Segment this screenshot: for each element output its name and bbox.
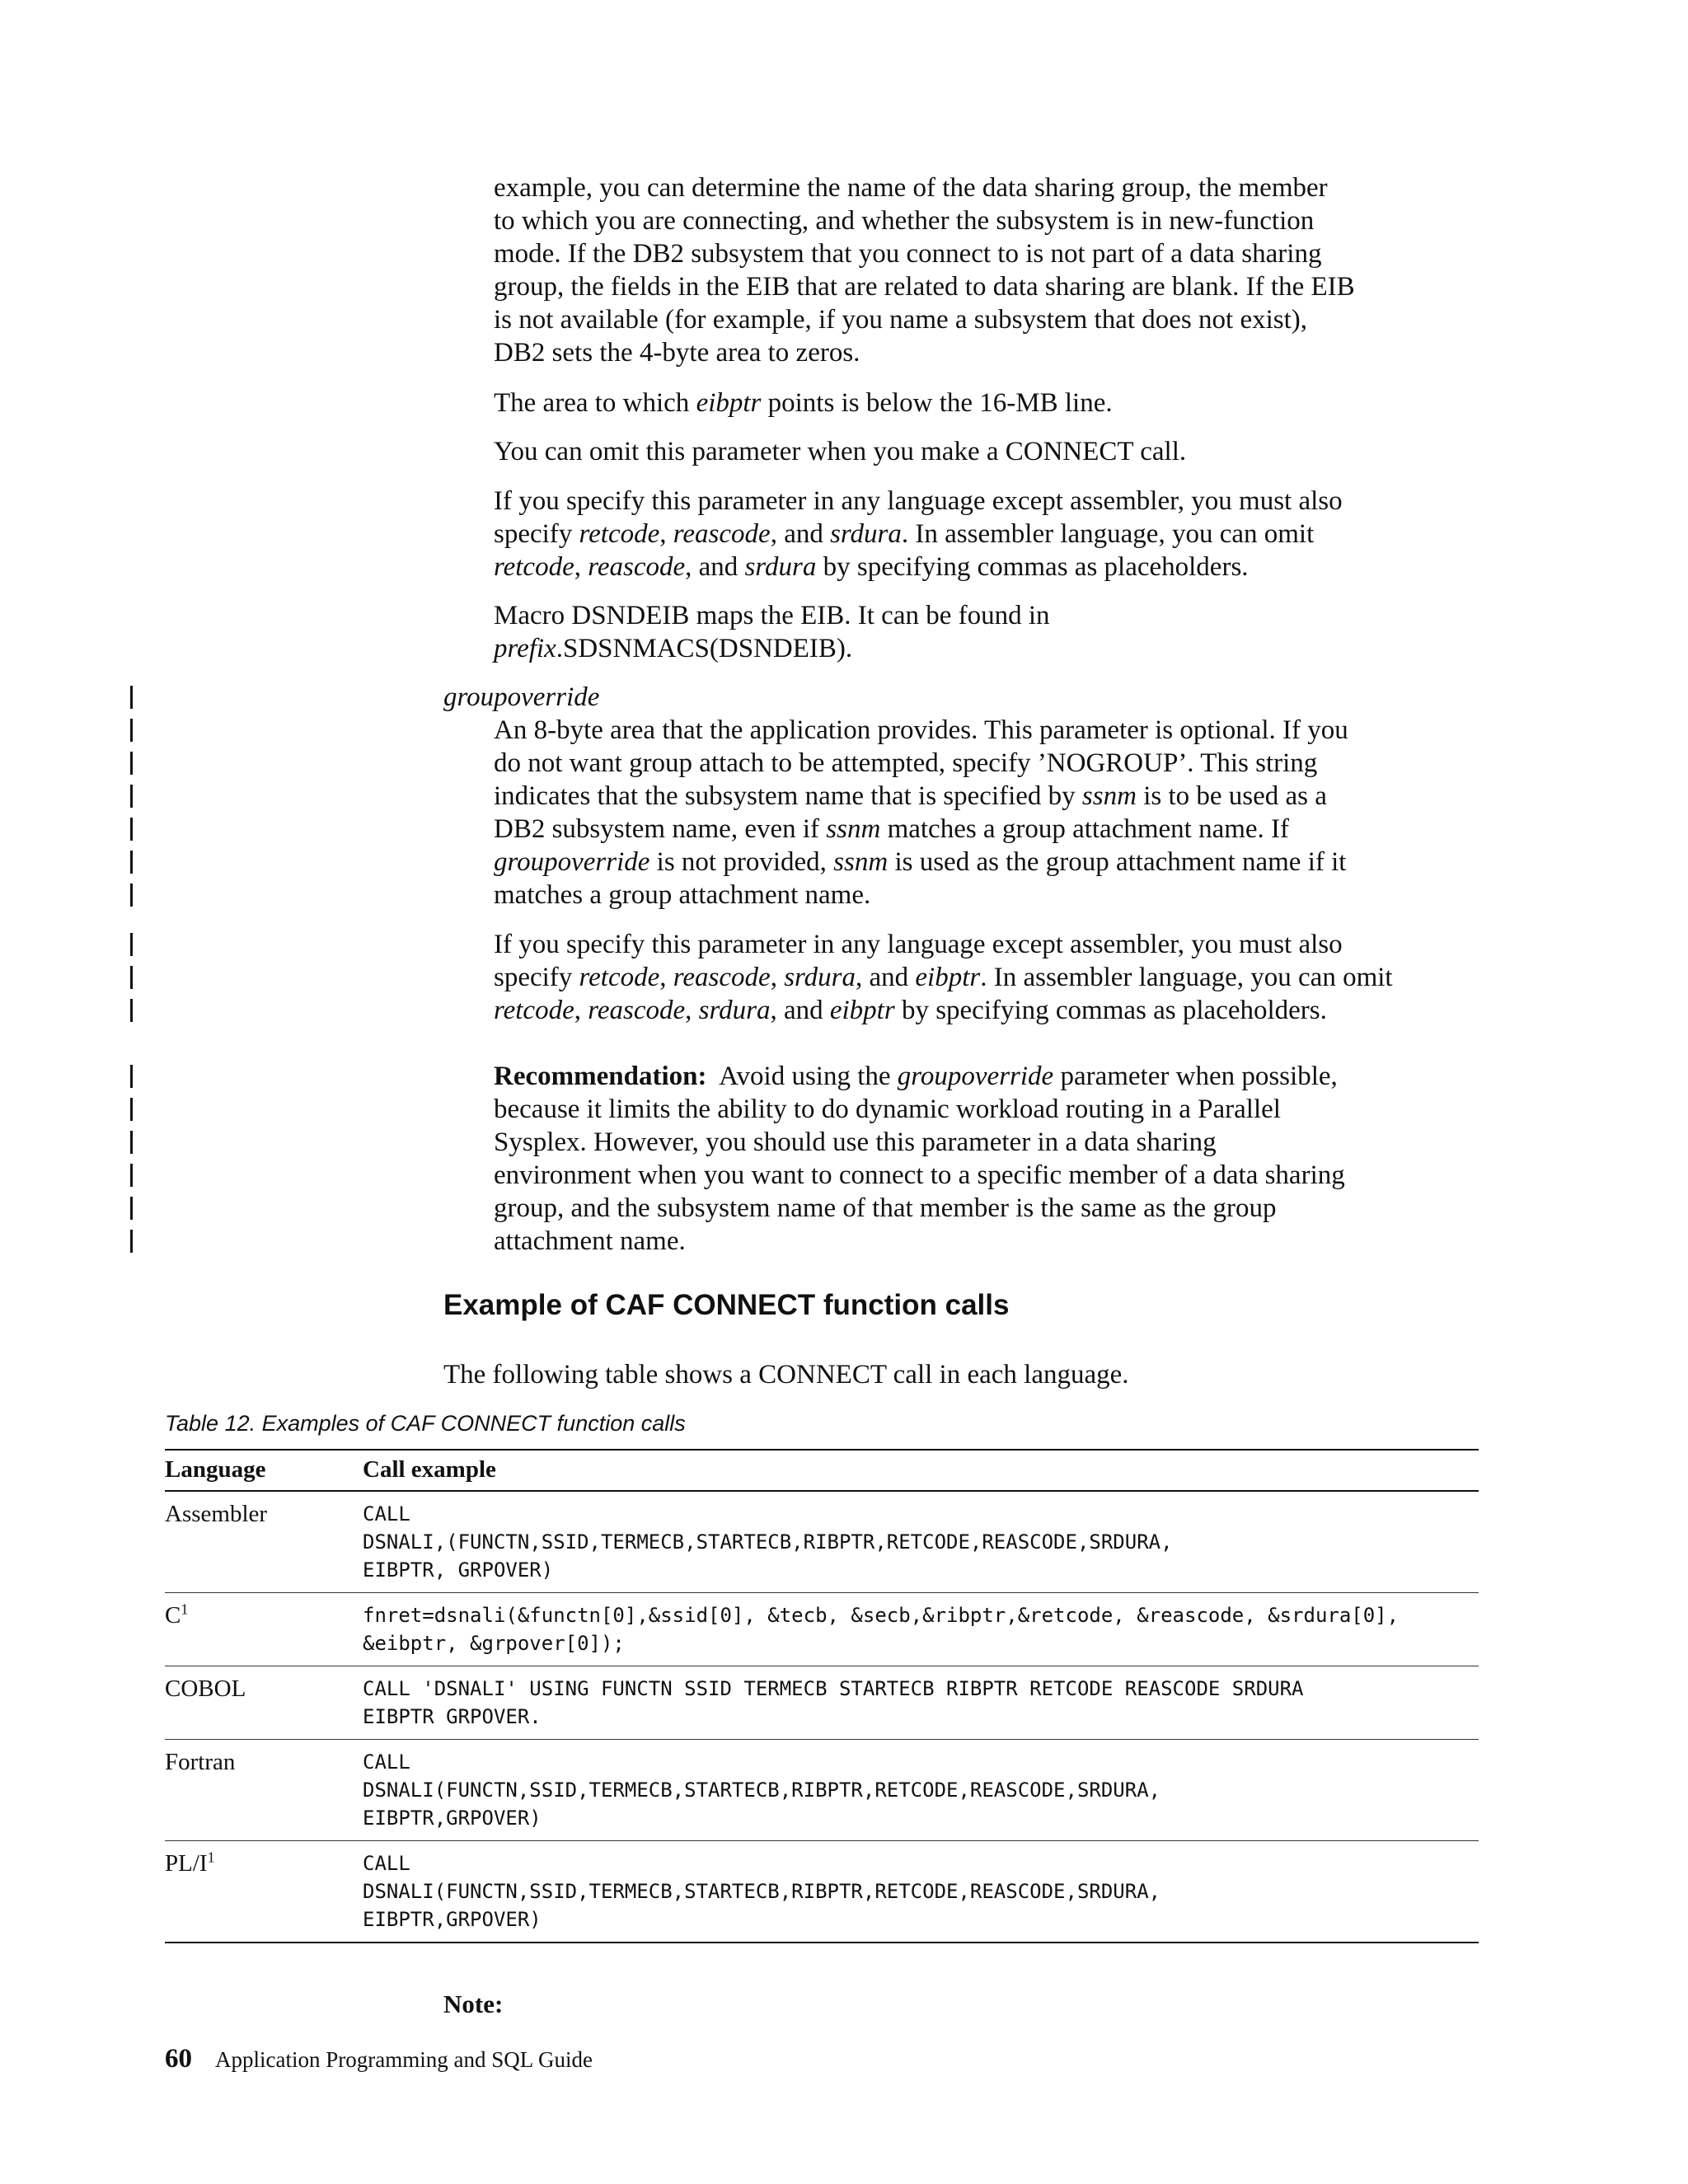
change-bar (130, 966, 133, 989)
language-name: COBOL (165, 1675, 246, 1702)
call-example-cell: CALL DSNALI(FUNCTN,SSID,TERMECB,STARTECB,RIBPTR,RETCODE,REASCODE,SRDURA, EIBPTR,GRPOVER) (363, 1740, 1479, 1841)
language-cell (165, 1841, 363, 1943)
table-row (165, 1740, 1479, 1841)
change-bar (130, 752, 133, 775)
table-caption: Table 12. Examples of CAF CONNECT function calls (165, 1411, 686, 1436)
text-run: points is below the 16-MB line. (761, 388, 1113, 418)
text-run: , (659, 519, 673, 549)
footnote-marker: 1 (181, 1601, 189, 1618)
table-row (165, 1841, 1479, 1943)
change-bar (130, 1131, 133, 1154)
text-run: is not provided, (649, 847, 834, 877)
text-run: , (685, 996, 699, 1025)
text-line: example, you can determine the name of the data sharing group, the member (494, 173, 1328, 203)
change-bar (130, 1230, 133, 1253)
paragraph-recommendation (494, 1060, 1499, 1258)
text-run: is to be used as a (1136, 781, 1327, 811)
text-line: group, the fields in the EIB that are related to data sharing are blank. If the EIB (494, 272, 1355, 302)
language-name: Fortran (165, 1749, 236, 1775)
italic-term: retcode (494, 552, 574, 582)
italic-term: eibptr (829, 996, 895, 1025)
paragraph-eibptr-area (494, 387, 1499, 419)
language-cell (165, 1740, 363, 1841)
text-run: . In assembler language, you can omit (980, 963, 1393, 992)
table-row (165, 1491, 1479, 1593)
italic-term: eibptr (915, 963, 981, 992)
paragraph-groupoverride-description (494, 714, 1499, 912)
italic-term: srdura (744, 552, 817, 582)
text-run: specify (494, 963, 579, 992)
text-line (494, 518, 1499, 551)
paragraph-omit-parameter: You can omit this parameter when you make a CONNECT call. (494, 437, 1187, 466)
paragraph-specify-retcode (494, 485, 1499, 583)
italic-term: reascode (588, 552, 686, 582)
language-cell (165, 1666, 363, 1740)
text-run: . In assembler language, you can omit (901, 519, 1315, 549)
italic-term: reascode (673, 519, 771, 549)
text-line: environment when you want to connect to a specific member of a data sharing (494, 1160, 1345, 1190)
term-groupoverride: groupoverride (443, 682, 600, 712)
text-line: Macro DSNDEIB maps the EIB. It can be found in (494, 601, 1050, 630)
paragraph-macro-dsndeib (494, 599, 1499, 665)
italic-term: ssnm (1081, 781, 1137, 811)
text-run: , (770, 963, 785, 992)
text-line: If you specify this parameter in any language except assembler, you must also (494, 486, 1343, 516)
text-line: attachment name. (494, 1226, 686, 1256)
page-footer (165, 2044, 593, 2074)
change-bar (130, 785, 133, 808)
text-run: , (574, 996, 588, 1025)
italic-term: ssnm (826, 814, 881, 844)
change-bar (130, 818, 133, 841)
text-line: to which you are connecting, and whether the subsystem is in new-function (494, 206, 1315, 236)
italic-term: retcode (579, 963, 660, 992)
table-header-row (165, 1450, 1479, 1491)
table-intro: The following table shows a CONNECT call in each language. (443, 1360, 1129, 1390)
text-line: If you specify this parameter in any language except assembler, you must also (494, 930, 1343, 959)
language-cell (165, 1491, 363, 1593)
change-bar (130, 719, 133, 742)
text-run: , and (685, 552, 745, 582)
italic-term: reascode (673, 963, 771, 992)
change-bar (130, 1065, 133, 1088)
text-run: by specifying commas as placeholders. (816, 552, 1249, 582)
italic-term: reascode (588, 996, 686, 1025)
recommendation-label: Recommendation: (494, 1062, 707, 1091)
call-example-cell: CALL DSNALI,(FUNCTN,SSID,TERMECB,STARTECB,RIBPTR,RETCODE,REASCODE,SRDURA, EIBPTR, GRPOVER) (363, 1491, 1479, 1593)
text-run: , and (770, 519, 831, 549)
change-bar (130, 1197, 133, 1220)
column-header-call-example: Call example (363, 1450, 1479, 1491)
text-run: is used as the group attachment name if it (888, 847, 1347, 877)
text-line (494, 780, 1499, 813)
text-run: , (659, 963, 673, 992)
text-run: , and (856, 963, 916, 992)
text-run: , (574, 552, 588, 582)
change-bar (130, 999, 133, 1022)
text-line: matches a group attachment name. (494, 880, 871, 910)
table-row (165, 1593, 1479, 1666)
change-bar (130, 883, 133, 907)
table-row (165, 1666, 1479, 1740)
section-heading: Example of CAF CONNECT function calls (443, 1289, 1010, 1321)
italic-term: srdura (830, 519, 902, 549)
text-line: do not want group attach to be attempted, specify ’NOGROUP’. This string (494, 748, 1318, 778)
text-run: parameter when possible, (1053, 1062, 1338, 1091)
change-bar (130, 686, 133, 709)
text-run: .SDSNMACS(DSNDEIB). (556, 634, 853, 663)
text-line (494, 846, 1499, 879)
text-line (494, 1060, 1499, 1093)
caf-connect-table (165, 1449, 1479, 1943)
column-header-language: Language (165, 1450, 363, 1491)
text-run: by specifying commas as placeholders. (894, 996, 1327, 1025)
text-line (494, 813, 1499, 846)
italic-term: prefix (494, 634, 556, 663)
note-label: Note: (443, 1990, 504, 2018)
text-line (494, 994, 1499, 1027)
italic-term: groupoverride (897, 1062, 1054, 1091)
text-run: The area to which (494, 388, 696, 418)
footnote-marker: 1 (207, 1849, 215, 1866)
paragraph-groupoverride-specify (494, 928, 1499, 1027)
italic-term: srdura (784, 963, 856, 992)
text-run: matches a group attachment name. If (880, 814, 1290, 844)
text-run: DB2 subsystem name, even if (494, 814, 827, 844)
text-line: because it limits the ability to do dynamic workload routing in a Parallel (494, 1094, 1281, 1124)
text-line: is not available (for example, if you name a subsystem that does not exist), (494, 305, 1308, 335)
italic-term: retcode (579, 519, 660, 549)
change-bar (130, 1098, 133, 1121)
language-name: PL/I (165, 1850, 208, 1877)
italic-term: srdura (698, 996, 771, 1025)
paragraph-eib-description (494, 171, 1499, 369)
italic-term: eibptr (696, 388, 762, 418)
text-line (494, 632, 1499, 665)
text-run: specify (494, 519, 579, 549)
change-bar (130, 1164, 133, 1187)
text-line: group, and the subsystem name of that member is the same as the group (494, 1193, 1277, 1223)
text-line: DB2 sets the 4-byte area to zeros. (494, 338, 860, 368)
text-line (494, 961, 1499, 994)
change-bar (130, 851, 133, 874)
language-cell (165, 1593, 363, 1666)
change-bar (130, 933, 133, 956)
language-name: C (165, 1602, 181, 1629)
text-run: Avoid using the (706, 1062, 898, 1091)
text-run: indicates that the subsystem name that is specified by (494, 781, 1082, 811)
call-example-cell: fnret=dsnali(&functn[0],&ssid[0], &tecb, &secb,&ribptr,&retcode, &reascode, &srdura[0], &eibptr, &grpover[0]); (363, 1593, 1479, 1666)
text-line: mode. If the DB2 subsystem that you connect to is not part of a data sharing (494, 239, 1322, 269)
book-title: Application Programming and SQL Guide (215, 2047, 593, 2072)
text-line: An 8-byte area that the application provides. This parameter is optional. If you (494, 715, 1348, 745)
italic-term: ssnm (833, 847, 889, 877)
call-example-cell: CALL DSNALI(FUNCTN,SSID,TERMECB,STARTECB,RIBPTR,RETCODE,REASCODE,SRDURA, EIBPTR,GRPOVER) (363, 1841, 1479, 1943)
call-example-cell: CALL 'DSNALI' USING FUNCTN SSID TERMECB STARTECB RIBPTR RETCODE REASCODE SRDURA EIBPTR GRPOVER. (363, 1666, 1479, 1740)
language-name: Assembler (165, 1501, 268, 1527)
italic-term: retcode (494, 996, 574, 1025)
text-line (494, 551, 1499, 583)
text-line: Sysplex. However, you should use this parameter in a data sharing (494, 1127, 1217, 1157)
text-run: , and (770, 996, 830, 1025)
page-number: 60 (165, 2044, 192, 2074)
italic-term: groupoverride (494, 847, 650, 877)
